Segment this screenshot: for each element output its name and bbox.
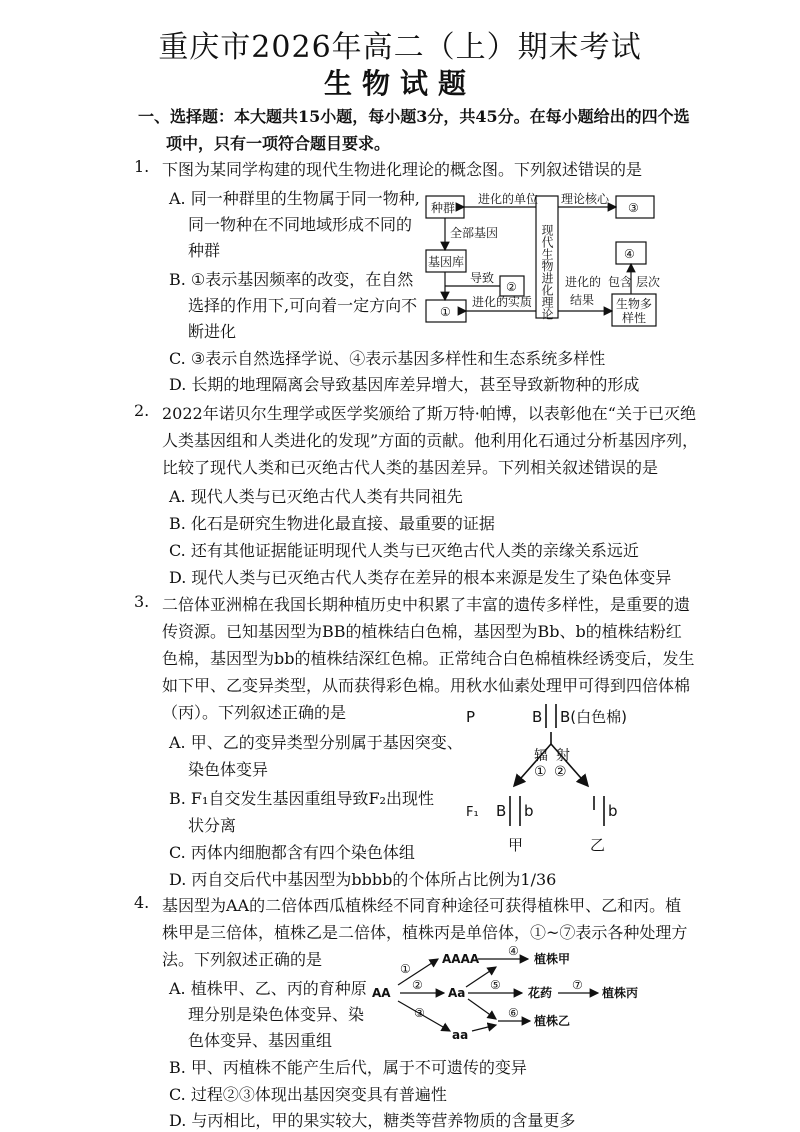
q4-option-d: D. 与丙相比，甲的果实较大，糖类等营养物质的含量更多 bbox=[169, 1111, 576, 1130]
q3-mutation-diagram bbox=[462, 700, 662, 860]
q4-option-b: B. 甲、丙植株不能产生后代，属于不可遗传的变异 bbox=[169, 1058, 527, 1077]
q1-option-d: D. 长期的地理隔离会导致基因库差异增大，甚至导致新物种的形成 bbox=[169, 375, 640, 394]
q1-diagram-c4: ④ bbox=[624, 247, 635, 261]
q4-option-a-line3: 色体变异、基因重组 bbox=[188, 1031, 333, 1050]
q3-diagram-yi: 乙 bbox=[590, 836, 606, 854]
q1-diagram-theory: 现代生物进化理论 bbox=[540, 224, 554, 320]
q3-diagram-c2: ② bbox=[554, 764, 567, 780]
q3-diagram-yi-lower-b: b bbox=[608, 802, 618, 820]
q1-diagram-result2: 结果 bbox=[570, 293, 595, 307]
q4-diagram-aa-parent: AA bbox=[372, 986, 391, 1000]
q2-option-d: D. 现代人类与已灭绝古代人类存在差异的根本来源是发生了染色体变异 bbox=[169, 568, 672, 587]
q1-diagram-c1: ① bbox=[440, 305, 451, 319]
q1-diagram-level: 层次 bbox=[636, 275, 661, 289]
q2-number: 2. bbox=[134, 401, 150, 420]
q3-option-c: C. 丙体内细胞都含有四个染色体组 bbox=[169, 843, 415, 862]
q1-diagram-genepool: 基因库 bbox=[428, 255, 465, 269]
q3-diagram-b: B bbox=[532, 708, 543, 726]
q1-diagram-diversity1: 生物多 bbox=[616, 297, 653, 311]
q1-diagram-core: 理论核心 bbox=[561, 192, 610, 206]
q1-option-c: C. ③表示自然选择学说、④表示基因多样性和生态系统多样性 bbox=[169, 349, 606, 368]
q4-diagram-aa-hetero: Aa bbox=[448, 986, 466, 1000]
q1-diagram-c2: ② bbox=[506, 280, 517, 294]
q1-number: 1. bbox=[134, 157, 150, 176]
q4-stem-line3: 法。下列叙述正确的是 bbox=[162, 950, 323, 969]
q4-stem-line1: 基因型为AA的二倍体西瓜植株经不同育种途径可获得植株甲、乙和丙。植 bbox=[162, 896, 682, 915]
q4-option-a-line2: 理分别是染色体变异、染 bbox=[188, 1005, 365, 1024]
section-header-line2: 项中，只有一项符合题目要求。 bbox=[166, 134, 391, 153]
q1-diagram-zhongqun: 种群 bbox=[431, 201, 456, 215]
q3-diagram-f1: F₁ bbox=[466, 805, 479, 820]
q3-stem-line3: 色棉，基因型为bb的植株结深红色棉。正常纯合白色棉植株经诱变后，发生 bbox=[162, 649, 695, 668]
q2-option-a: A. 现代人类与已灭绝古代人类有共同祖先 bbox=[169, 487, 463, 506]
q3-option-b-line2: 状分离 bbox=[188, 816, 237, 835]
q3-diagram-c1: ① bbox=[534, 764, 547, 780]
section-header-line1: 一、选择题：本大题共15小题，每小题3分，共45分。在每小题给出的四个选 bbox=[138, 107, 690, 126]
q4-option-a-line1: A. 植株甲、乙、丙的育种原 bbox=[169, 979, 367, 998]
q3-stem-line5: （丙）。下列叙述正确的是 bbox=[162, 703, 347, 722]
q4-diagram-c6: ⑥ bbox=[508, 1006, 519, 1020]
q3-option-a-line1: A. 甲、乙的变异类型分别属于基因突变、 bbox=[169, 733, 463, 752]
q4-diagram-c5: ⑤ bbox=[490, 978, 501, 992]
q3-diagram-rad1: 辐 bbox=[534, 748, 548, 764]
q1-diagram-essence: 进化的实质 bbox=[472, 295, 533, 309]
q4-diagram-anther: 花药 bbox=[528, 986, 553, 1000]
q2-option-b: B. 化石是研究生物进化最直接、最重要的证据 bbox=[169, 514, 495, 533]
exam-subtitle: 生物试题 bbox=[323, 67, 476, 100]
q1-option-a-line1: A. 同一种群里的生物属于同一物种, bbox=[169, 189, 420, 208]
exam-title: 重庆市2026年高二（上）期末考试 bbox=[158, 30, 642, 65]
q3-diagram-rad2: 射 bbox=[556, 748, 570, 764]
q4-option-c: C. 过程②③体现出基因突变具有普遍性 bbox=[169, 1085, 447, 1104]
q1-option-b-line1: B. ①表示基因频率的改变，在自然 bbox=[169, 270, 414, 289]
q3-option-a-line2: 染色体变异 bbox=[188, 760, 269, 779]
q4-diagram-yi: 植株乙 bbox=[534, 1014, 571, 1028]
q2-stem-line2: 人类基因组和人类进化的发现”方面的贡献。他利用化石通过分析基因序列， bbox=[162, 431, 699, 450]
q4-breeding-diagram bbox=[370, 935, 660, 1045]
q4-diagram-c7: ⑦ bbox=[572, 978, 583, 992]
q2-option-c: C. 还有其他证据能证明现代人类与已灭绝古代人类的亲缘关系远近 bbox=[169, 541, 639, 560]
q3-option-b-line1: B. F₁自交发生基因重组导致F₂出现性 bbox=[169, 789, 434, 808]
q3-number: 3. bbox=[134, 592, 150, 611]
q1-option-b-line2: 选择的作用下,可向着一定方向不 bbox=[188, 296, 418, 315]
q4-diagram-aaaa: AAAA bbox=[442, 952, 480, 966]
q3-stem-line4: 如下甲、乙变异类型，从而获得彩色棉。用秋水仙素处理甲可得到四倍体棉 bbox=[162, 676, 691, 695]
q1-diagram-all-genes: 全部基因 bbox=[450, 226, 499, 240]
q2-stem-line3: 比较了现代人类和已灭绝古代人类的基因差异。下列相关叙述错误的是 bbox=[162, 458, 659, 477]
q2-stem-line1: 2022年诺贝尔生理学或医学奖颁给了斯万特·帕博，以表彰他在“关于已灭绝 bbox=[162, 404, 696, 423]
q4-diagram-c4: ④ bbox=[508, 944, 519, 958]
q1-concept-diagram bbox=[418, 184, 668, 334]
q4-diagram-aa-recessive: aa bbox=[452, 1028, 469, 1042]
q4-diagram-jia: 植株甲 bbox=[534, 952, 571, 966]
q4-diagram-c2: ② bbox=[412, 978, 423, 992]
q3-stem-line1: 二倍体亚洲棉在我国长期种植历史中积累了丰富的遗传多样性，是重要的遗 bbox=[162, 595, 691, 614]
q4-diagram-c1: ① bbox=[400, 962, 411, 976]
q1-option-a-line3: 种群 bbox=[188, 241, 221, 260]
q1-diagram-lead: 导致 bbox=[470, 271, 495, 285]
q1-diagram-result1: 进化的 bbox=[565, 275, 602, 289]
q3-diagram-p: P bbox=[466, 708, 476, 726]
q1-diagram-include: 包含 bbox=[608, 275, 633, 289]
q4-number: 4. bbox=[134, 893, 150, 912]
q1-option-a-line2: 同一物种在不同地域形成不同的 bbox=[188, 215, 413, 234]
q1-option-b-line3: 断进化 bbox=[188, 322, 237, 341]
q3-diagram-white: B(白色棉) bbox=[560, 708, 627, 726]
q4-diagram-c3: ③ bbox=[414, 1006, 425, 1020]
q1-diagram-diversity2: 样性 bbox=[622, 311, 647, 325]
q3-option-d: D. 丙自交后代中基因型为bbbb的个体所占比例为1/36 bbox=[169, 870, 557, 889]
q4-diagram-bing: 植株丙 bbox=[602, 986, 639, 1000]
q3-diagram-jia: 甲 bbox=[508, 836, 524, 854]
q3-stem-line2: 传资源。已知基因型为BB的植株结白色棉，基因型为Bb、b的植株结粉红 bbox=[162, 622, 682, 641]
q1-diagram-unit: 进化的单位 bbox=[478, 192, 539, 206]
q3-diagram-f1-lower-b: b bbox=[524, 802, 534, 820]
q4-stem-line2: 株甲是三倍体，植株乙是二倍体，植株丙是单倍体，①~⑦表示各种处理方 bbox=[162, 923, 688, 942]
q1-stem: 下图为某同学构建的现代生物进化理论的概念图。下列叙述错误的是 bbox=[162, 160, 643, 179]
q3-diagram-f1-b: B bbox=[496, 802, 507, 820]
q1-diagram-c3: ③ bbox=[628, 201, 639, 215]
